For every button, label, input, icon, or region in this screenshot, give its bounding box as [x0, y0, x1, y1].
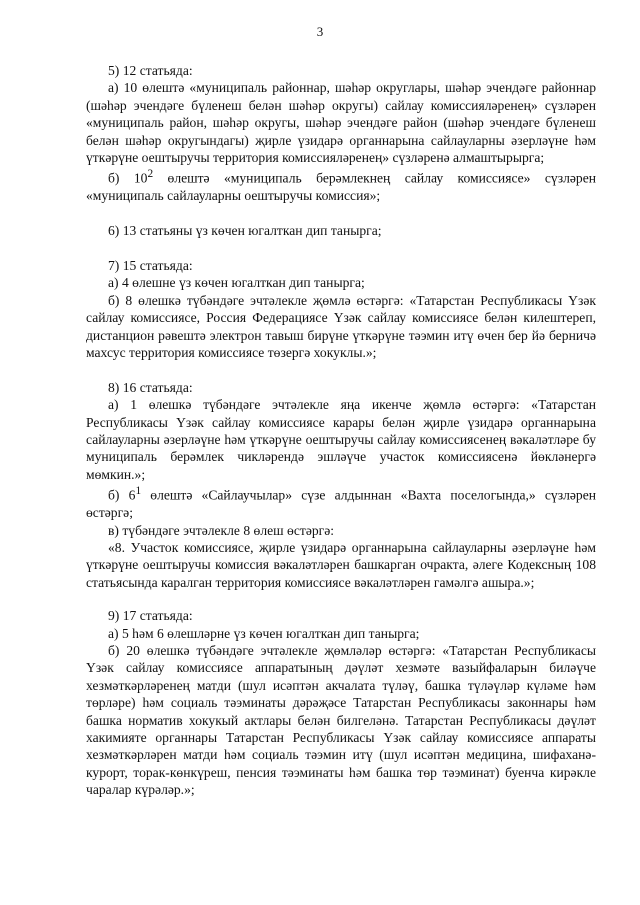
- item-5-heading: 5) 12 статьяда:: [108, 63, 193, 78]
- item-7-heading: 7) 15 статьяда:: [108, 257, 193, 273]
- item-5a-paragraph: а) 10 өлештә «муниципаль районнар, шәһәр округлары, шәһәр эчендәге районнар (шәһәр эчендәге бүленеш белән шәһәр округы) сайлау комиссияләренең» сүзләрен «муниципаль район, шәһәр округы, шәһәр эчендәге район (шәһәр эчендәге бүленеш белән шәһәр округындагы) җирле үзидарә органнарына сайлауларны әзерләүне һәм үткәрүне оештыручы территория комиссияләренең» сүзләренә алмаштырырга;: [86, 80, 596, 166]
- item-8b-text: өлештә «Сайлаучылар» сүзе алдыннан «Вахта поселогында,» сүзләрен өстәргә;: [86, 487, 597, 521]
- item-5b-superscript: 2: [147, 168, 154, 181]
- item-9b-paragraph: б) 20 өлешкә түбәндәге эчтәлекле җөмләләр өстәргә: «Татарстан Республикасы Үзәк сайлау комиссиясе аппаратының дәүләт хезмәте вазыйфаларын биләүче хезмәткәрләренең матди (шул исәптән акчалата түләү, башка түләүләр күләме һәм төрләре) һәм социаль тәэминаты дәрәҗәсе Татарстан Республикасы законнары һәм башка норматив хокукый актлары белән билгеләнә. Татарстан Республикасы дәүләт хакимияте органнары Татарстан Республикасы Үзәк сайлау комиссиясе аппараты хезмәткәрләрен матди һәм социаль тәэмин итү (шул исәптән медицина, шифаханә-курорт, торак-көнкүреш, пенсия тәэминаты һәм башка төр тәэминат) буенча кирәкле чаралар күрәләр.»;: [86, 643, 596, 798]
- item-9a-paragraph: а) 5 һәм 6 өлешләрне үз көчен югалткан дип танырга;: [108, 625, 420, 641]
- item-7b-paragraph: б) 8 өлешкә түбәндәге эчтәлекле җөмлә өстәргә: «Татарстан Республикасы Үзәк сайлау комиссиясе, Россия Федерациясе Үзәк сайлау комиссиясе белән килештереп, дистанцион рәвештә электрон тавыш бирүне үткәрүне тәэмин итү өчен бер йә берничә махсус территория комиссиясе төзергә хокуклы.»;: [86, 292, 596, 360]
- item-8b-prefix: б) 6: [108, 487, 136, 503]
- item-9-heading: 9) 17 статьяда:: [108, 608, 193, 624]
- item-8b-paragraph: [86, 483, 596, 521]
- document-body: [86, 62, 596, 799]
- item-6-paragraph: 6) 13 статьяны үз көчен югалткан дип танырга;: [108, 223, 382, 239]
- item-5b-paragraph: [86, 166, 596, 204]
- item-7a-paragraph: а) 4 өлешне үз көчен югалткан дип танырга;: [108, 275, 365, 291]
- item-8b-superscript: 1: [135, 485, 142, 498]
- item-8a-paragraph: а) 1 өлешкә түбәндәге эчтәлекле яңа икенче җөмлә өстәргә: «Татарстан Республикасы Үзәк сайлау комиссиясе карары белән җирле үзидарә органнарына сайлауларны әзерләүне һәм үткәрүне оештыручы сайлау комиссиясенең вәкаләтләре бу муниципаль берәмлек чикләрендә эшләүче участок комиссиясенә йөкләнергә мөмкин.»;: [86, 397, 596, 482]
- item-8v-paragraph: в) түбәндәге эчтәлекле 8 өлеш өстәргә:: [108, 522, 335, 538]
- item-5b-prefix: б) 10: [108, 170, 148, 186]
- item-8-quote-paragraph: «8. Участок комиссиясе, җирле үзидарә органнарына сайлауларны әзерләүне һәм үткәрүне оештыручы комиссия вәкаләтләрен башкарган очракта, әлеге Кодексның 108 статьясында каралган территория комиссиясе вәкаләтләрен гамәлгә ашыра.»;: [86, 539, 596, 590]
- page-number: 3: [316, 24, 324, 39]
- item-8-heading: 8) 16 статьяда:: [108, 379, 193, 395]
- item-5b-text: өлештә «муниципаль берәмлекнең сайлау комиссиясе» сүзләрен «муниципаль сайлауларны оештыручы комиссия»;: [86, 170, 597, 204]
